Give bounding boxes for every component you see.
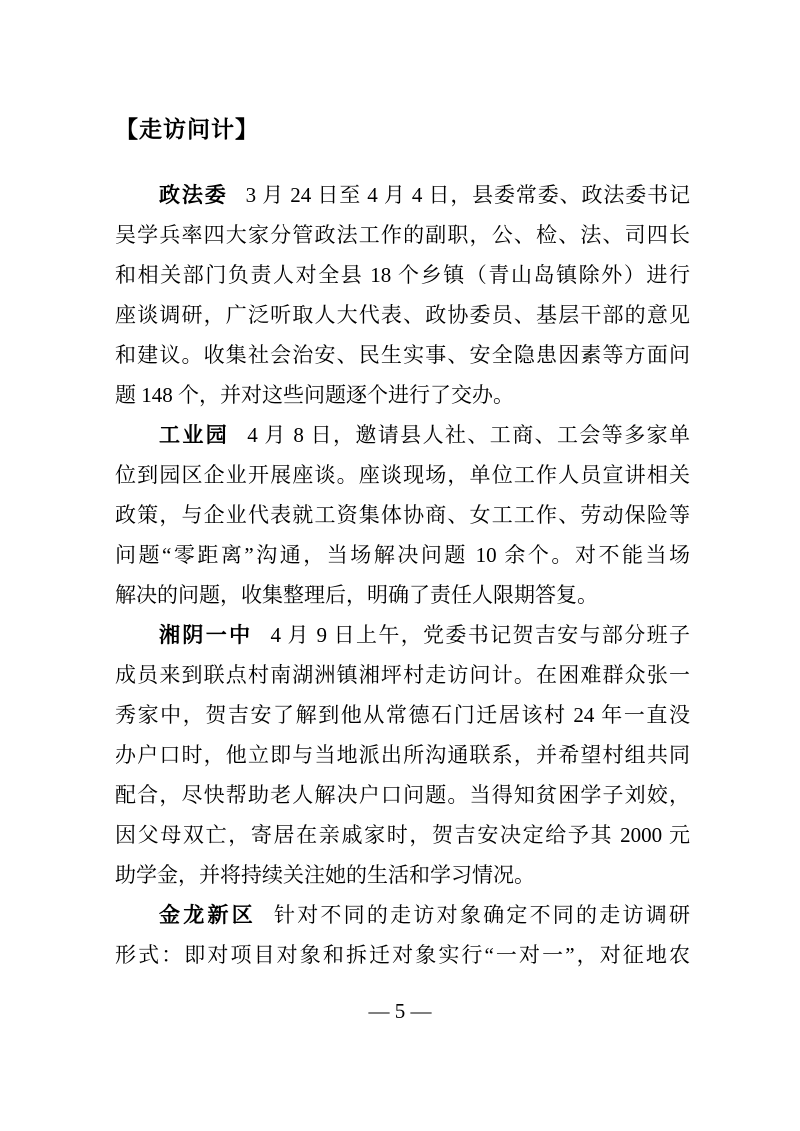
document-body <box>115 175 690 975</box>
text-line <box>115 615 690 655</box>
paragraph-lead: 湘阴一中 <box>159 623 253 647</box>
text-line: 助学金，并将持续关注她的生活和学习情况。 <box>115 863 535 887</box>
paragraph-lead: 政法委 <box>159 183 228 207</box>
paragraph-lead: 工业园 <box>159 423 230 447</box>
text-line <box>115 175 690 215</box>
text-line: 解决的问题，收集整理后，明确了责任人限期答复。 <box>115 583 598 607</box>
text-line: 政策，与企业代表就工资集体协商、女工工作、劳动保险等 <box>115 503 690 527</box>
paragraph <box>115 415 690 615</box>
text-line: 秀家中，贺吉安了解到他从常德石门迁居该村 24 年一直没 <box>115 703 690 727</box>
paragraph <box>115 615 690 895</box>
text-line: 位到园区企业开展座谈。座谈现场，单位工作人员宣讲相关 <box>115 463 690 487</box>
text-line: 配合，尽快帮助老人解决户口问题。当得知贫困学子刘姣， <box>115 783 690 807</box>
paragraph <box>115 175 690 415</box>
text-line: 办户口时，他立即与当地派出所沟通联系，并希望村组共同 <box>115 743 690 767</box>
text-line <box>115 415 690 455</box>
text-line: 问题“零距离”沟通，当场解决问题 10 余个。对不能当场 <box>115 543 690 567</box>
text-line: 因父母双亡，寄居在亲戚家时，贺吉安决定给予其 2000 元 <box>115 823 690 847</box>
line-text: 4 月 9 日上午，党委书记贺吉安与部分班子 <box>270 623 690 647</box>
text-line: 吴学兵率四大家分管政法工作的副职，公、检、法、司四长 <box>115 223 690 247</box>
page-number: — 5 — <box>368 999 432 1023</box>
text-line: 座谈调研，广泛听取人大代表、政协委员、基层干部的意见 <box>115 303 690 327</box>
paragraph <box>115 895 690 975</box>
text-line <box>115 895 690 935</box>
text-line: 题 148 个，并对这些问题逐个进行了交办。 <box>115 383 514 407</box>
text-line: 形式：即对项目对象和拆迁对象实行“一对一”，对征地农 <box>115 943 690 967</box>
line-text: 针对不同的走访对象确定不同的走访调研 <box>273 903 690 927</box>
line-text: 4 月 8 日，邀请县人社、工商、工会等多家单 <box>247 423 690 447</box>
paragraph-lead: 金龙新区 <box>159 903 256 927</box>
section-header: 【走访问计】 <box>115 116 259 142</box>
line-text: 3 月 24 日至 4 月 4 日，县委常委、政法委书记 <box>245 183 690 207</box>
text-line: 和相关部门负责人对全县 18 个乡镇（青山岛镇除外）进行 <box>115 263 690 287</box>
text-line: 成员来到联点村南湖洲镇湘坪村走访问计。在困难群众张一 <box>115 663 690 687</box>
text-line: 和建议。收集社会治安、民生实事、安全隐患因素等方面问 <box>115 343 690 367</box>
